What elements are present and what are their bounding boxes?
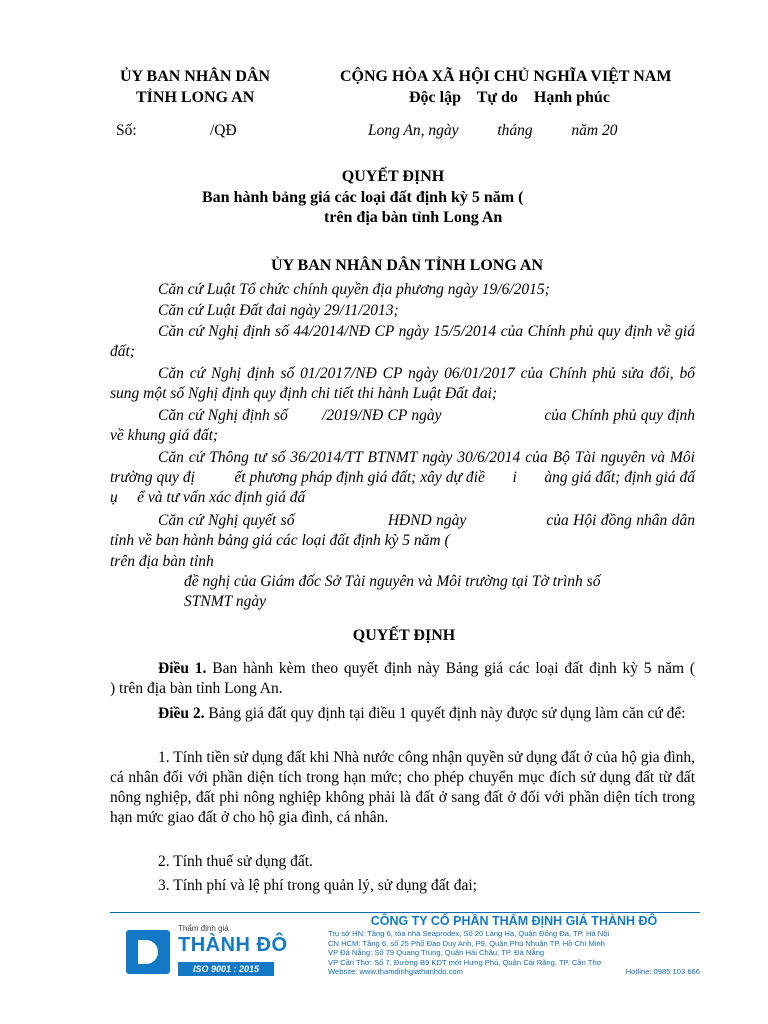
contact-line (328, 967, 700, 977)
agency-name: ỦY BAN NHÂN DÂN (120, 68, 271, 85)
province-name: TỈNH LONG AN (136, 89, 255, 106)
company-info (328, 914, 700, 977)
authority-heading: ỦY BAN NHÂN DÂN TỈNH LONG AN (271, 257, 544, 274)
logo-tagline: Thẩm định giá (178, 924, 229, 933)
item-1: 1. Tính tiền sử dụng đất khi Nhà nước công nhận quyền sử dụng đất ở của hộ gia đình, cá nhân đối với phần diện tích trong hạn mức; cho phép chuyển mục đích sử dụng đất từ đất nông nghiệp, đất phi nông nghiệp không phải là đất ở sang đất ở đối với phần diện tích trong hạn mức giao đất ở cho hộ gia đình, cá nhân. (110, 749, 695, 826)
basis-1: Căn cứ Luật Tổ chức chính quyền địa phương ngày 19/6/2015; (158, 281, 550, 298)
doc-subtitle-line1: Ban hành bảng giá các loại đất định kỳ 5 năm ( (202, 189, 524, 206)
address-cantho: VP Cần Thơ: Số 7, Đường B9 KDT mới Hưng Phú, Quận Cái Răng, TP. Cần Thơ (328, 957, 602, 967)
website-link[interactable]: Website: www.thamdinhgiathanhdo.com (328, 967, 463, 977)
logo-iso-badge: ISO 9001 : 2015 (178, 962, 274, 976)
basis-3: Căn cứ Nghị định số 44/2014/NĐ CP ngày 15/5/2014 của Chính phủ quy định về giá đất; (110, 323, 695, 360)
basis-8-cont: STNMT ngày (184, 593, 266, 610)
doc-number-code: /QĐ (210, 122, 237, 139)
basis-2: Căn cứ Luật Đất đai ngày 29/11/2013; (158, 302, 399, 319)
article-2-text: Bảng giá đất quy định tại điều 1 quyết định này được sử dụng làm căn cứ để: (204, 705, 686, 722)
doc-subtitle-line2: trên địa bàn tỉnh Long An (324, 209, 503, 226)
article-2 (110, 704, 695, 724)
article-2-label: Điều 2. (158, 705, 205, 722)
doc-number-label: Số: (116, 122, 137, 139)
hotline: Hotline: 0985 103 666 (625, 967, 700, 977)
place-date: Long An, ngày tháng năm 20 (368, 122, 618, 139)
logo-name: THÀNH ĐÔ (178, 934, 288, 956)
basis-7: Căn cứ Nghị quyết số HĐND ngày của Hội đồng nhân dân tỉnh về ban hành bảng giá các loại đất định kỳ 5 năm ( (110, 512, 699, 549)
decision-heading: QUYẾT ĐỊNH (352, 627, 456, 644)
address-danang: VP Đà Nẵng: Số 79 Quang Trung, Quận Hải Châu, TP. Đà Nẵng (328, 948, 545, 958)
address-hanoi: Trụ sở HN: Tầng 6, tòa nhà Seaprodex, Số 20 Láng Hạ, Quận Đống Đa, TP. Hà Nội (328, 929, 610, 938)
basis-5: Căn cứ Nghị định số /2019/NĐ CP ngày của Chính phủ quy định về khung giá đất; (110, 407, 699, 444)
company-logo (118, 918, 298, 976)
item-2: 2. Tính thuế sử dụng đất. (158, 853, 313, 870)
basis-6: Căn cứ Thông tư số 36/2014/TT BTNMT ngày 30/6/2014 của Bộ Tài nguyên và Môi trường quy đị ết phương pháp định giá đất; xây dự điề i àng giá đất; định giá đấ ụ ể và tư vấn xác định giá đấ (110, 449, 715, 506)
company-name: CÔNG TY CỔ PHẦN THẨM ĐỊNH GIÁ THÀNH ĐÔ (370, 914, 658, 928)
national-title: CỘNG HÒA XÃ HỘI CHỦ NGHĨA VIỆT NAM (340, 68, 672, 85)
company-footer-banner (110, 912, 700, 982)
basis-4: Căn cứ Nghị định số 01/2017/NĐ CP ngày 06/01/2017 của Chính phủ sửa đổi, bổ sung một số Nghị định quy định chi tiết thi hành Luật Đất đai; (110, 365, 695, 402)
doc-title: QUYẾT ĐỊNH (341, 168, 445, 185)
article-1 (110, 659, 761, 699)
basis-7-cont: trên địa bàn tỉnh (110, 553, 214, 570)
basis-8: đề nghị của Giám đốc Sở Tài nguyên và Môi trường tại Tờ trình số (184, 573, 601, 590)
address-hcm: CN HCM: Tầng 6, số 25 Phố Đào Duy Anh, P9, Quận Phú Nhuận TP. Hồ Chí Minh (328, 938, 605, 948)
article-1-text: Ban hành kèm theo quyết định này Bảng giá các loại đất định kỳ 5 năm ( ) trên địa bàn tỉnh Long An. (110, 660, 761, 697)
article-1-label: Điều 1. (158, 660, 207, 677)
item-3: 3. Tính phí và lệ phí trong quản lý, sử dụng đất đai; (158, 877, 477, 894)
national-motto: Độc lập Tự do Hạnh phúc (409, 89, 610, 106)
logo-icon (126, 930, 170, 974)
